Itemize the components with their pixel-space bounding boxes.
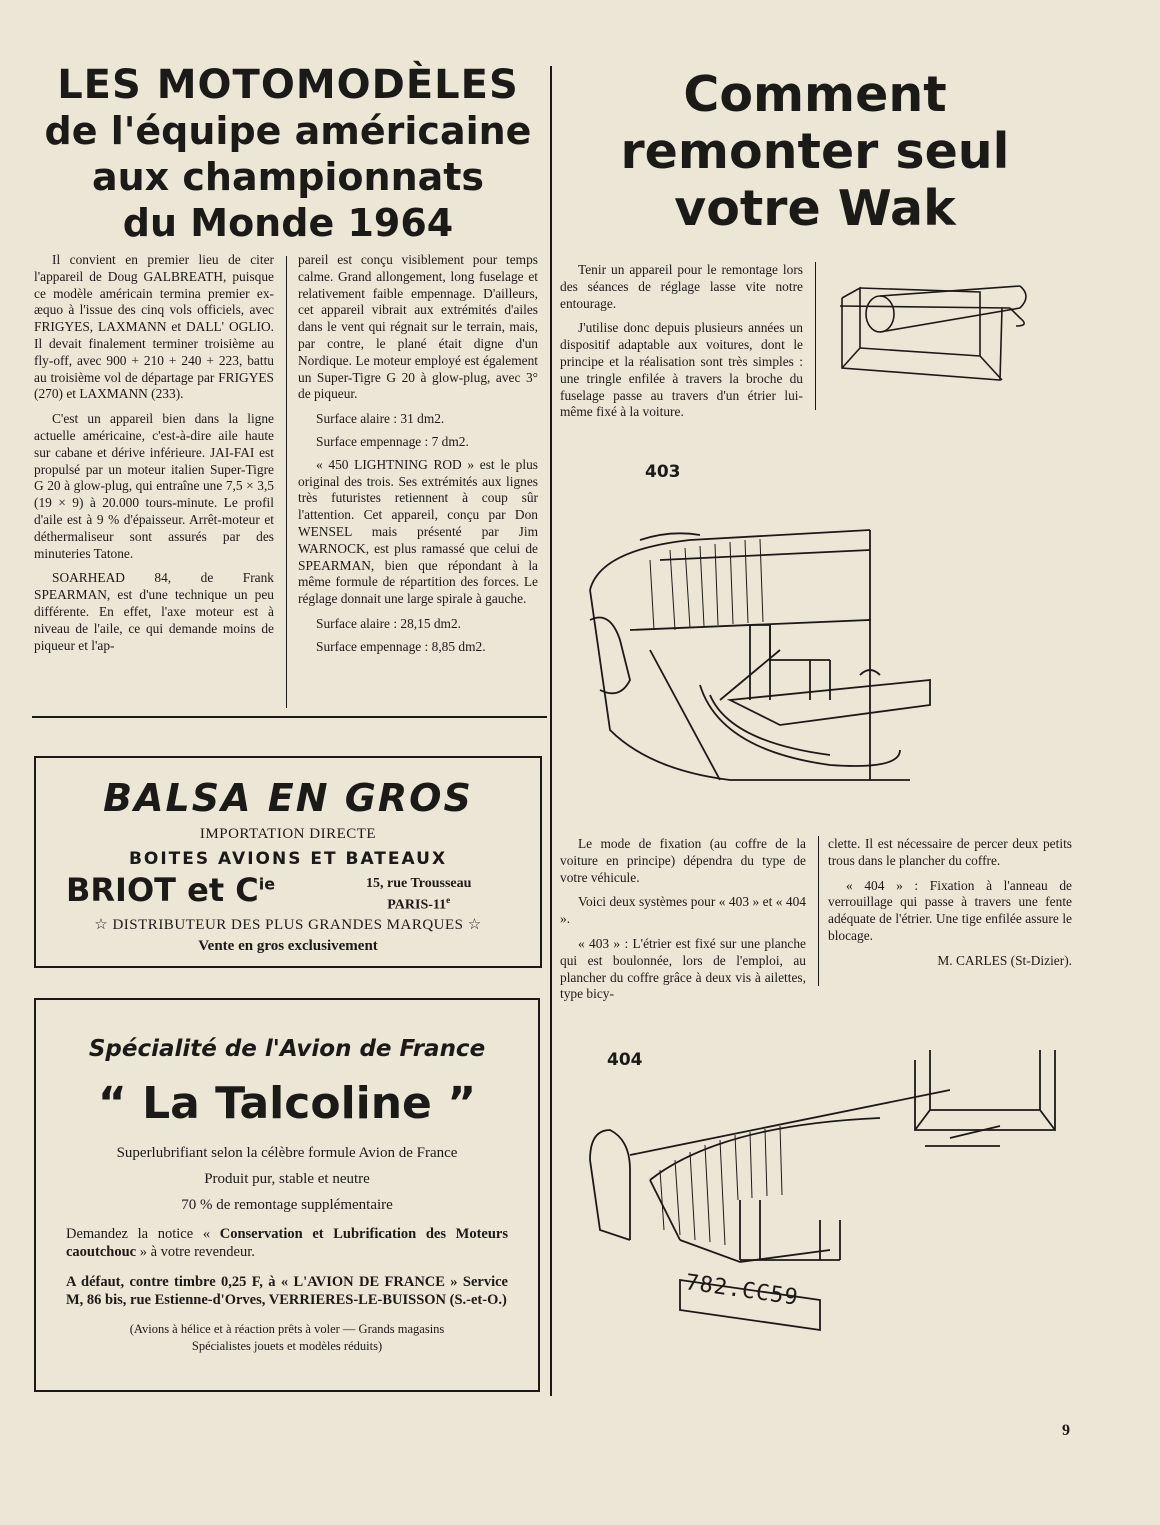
figure-404-label: 404 bbox=[607, 1050, 643, 1070]
measurement: Surface alaire : 31 dm2. bbox=[316, 411, 445, 427]
ad-footer: Spécialistes jouets et modèles réduits) bbox=[191, 1339, 383, 1353]
column-divider-left bbox=[286, 256, 287, 708]
ad-notice: Demandez la notice « Conservation et Lubrification des Moteurs caoutchouc » à votre revendeur. bbox=[66, 1226, 508, 1260]
bottom-col-divider bbox=[818, 836, 819, 986]
title-line: remonter seul bbox=[620, 123, 1010, 180]
paragraph: « 403 » : L'étrier est fixé sur une planche qui est boulonnée, lors de l'emploi, au plancher du coffre grâce à deux vis à ailettes, type bicy- bbox=[560, 935, 806, 1002]
figure-403-label: 403 bbox=[645, 462, 681, 482]
license-plate-text: 782.CC59 bbox=[683, 1270, 801, 1311]
title-line: Comment bbox=[683, 66, 947, 123]
figure-403-car-trunk bbox=[570, 480, 1090, 820]
left-article-title bbox=[28, 62, 548, 246]
measurement: Surface empennage : 7 dm2. bbox=[316, 433, 469, 449]
ad-talcoline bbox=[34, 998, 540, 1392]
right-article-col2 bbox=[828, 836, 1072, 978]
ad-line: Produit pur, stable et neutre bbox=[204, 1171, 370, 1187]
ad-company: BRIOT et $C^{ie}$ bbox=[66, 871, 276, 909]
title-line: aux championnats bbox=[91, 155, 485, 199]
measurement: Surface empennage : 8,85 dm2. bbox=[316, 638, 486, 654]
paragraph: pareil est conçu visiblement pour temps calme. Grand allongement, long fuselage et relativement faible empennage. D'ailleurs, cet appareil vibrait aux extrémités d'ailes dans le vent qui régnait sur le terrain, mais, par contre, le plané était digne d'un Nordique. Le moteur employé est également un Super-Tigre G 20 à glow-plug, avec 3° de piqueur. bbox=[298, 252, 538, 402]
paragraph: Il convient en premier lieu de citer l'appareil de Doug GALBREATH, puisque ce modèle américain termina premier ex-æquo à l'issue des cinq vols officiels, avec FRIGYES, LAXMANN et DALL' OGLIO. Il devait finalement terminer troisième au fly-off, avec 900 + 210 + 240 + 223, battu au troisième vol de départage par FRIGYES (270) et LAXMANN (233). bbox=[34, 252, 274, 402]
paragraph: Le mode de fixation (au coffre de la voiture en principe) dépendra du type de votre véhicule. bbox=[560, 836, 806, 885]
page-divider bbox=[550, 66, 552, 1396]
page-number: 9 bbox=[1062, 1422, 1070, 1439]
paragraph: « 404 » : Fixation à l'anneau de verrouillage qui passe à travers une fente adéquate de l'étrier. Une tige enfilée assure le blocage. bbox=[828, 877, 1072, 943]
paragraph: « 450 LIGHTNING ROD » est le plus original des trois. Ses extrémités aux lignes très futuristes retiennent à coup sûr l'attention. Cet appareil, conçu par Don WENSEL mais présenté par Jim WARNOCK, est plus ramassé que celui de SPEARMAN, bien que répondant à la même formule de répartition des forces. Le réglage donnait une large spirale à gauche. bbox=[298, 456, 538, 607]
ad-order: A défaut, contre timbre 0,25 F, à « L'AVION DE FRANCE » Service M, 86 bis, rue Estienne-d'Orves, VERRIERES-LE-BUISSON (S.-et-O.) bbox=[66, 1274, 508, 1308]
paragraph: clette. Il est nécessaire de percer deux petits trous dans le plancher du coffre. bbox=[828, 836, 1072, 868]
paragraph: J'utilise donc depuis plusieurs années un dispositif adaptable aux voitures, dont le principe et la réalisation sont très simples : une tringle enfilée à travers la broche du fuselage passe au travers d'un étrier lui-même fixé à la voiture. bbox=[560, 320, 803, 420]
right-article-title bbox=[560, 66, 1070, 237]
paragraph: Voici deux systèmes pour « 403 » et « 404 ». bbox=[560, 894, 806, 927]
paragraph: C'est un appareil bien dans la ligne actuelle américaine, c'est-à-dire aile haute sur cabane et dérive inférieure. JAI-FAI est propulsé par un moteur italien Super-Tigre G 20 à glow-plug, qui entraîne une 7,5 × 3,5 (19 × 9) à 20.000 tours-minute. Le profil d'aile est à 9 % d'épaisseur. Arrêt-moteur et déthermaliseur sont assurés par des minuteries Tatone. bbox=[34, 411, 274, 561]
right-article-col1 bbox=[560, 836, 806, 1011]
ad-line: Superlubrifiant selon la célèbre formule Avion de France bbox=[116, 1145, 458, 1161]
intro-divider bbox=[815, 262, 816, 410]
ad-address: 15, rue Trousseau PARIS-11e bbox=[366, 876, 472, 913]
ad-footer: (Avions à hélice et à réaction prêts à voler — Grands magasins bbox=[129, 1322, 445, 1336]
title-line: de l'équipe américaine bbox=[44, 109, 532, 153]
title-line: du Monde 1964 bbox=[122, 201, 454, 245]
ad-line: IMPORTATION DIRECTE bbox=[199, 826, 377, 842]
ad-line: 70 % de remontage supplémentaire bbox=[181, 1197, 393, 1213]
article-divider bbox=[32, 716, 547, 718]
ad-line: BOITES AVIONS ET BATEAUX bbox=[128, 849, 448, 869]
measurement: Surface alaire : 28,15 dm2. bbox=[316, 615, 462, 631]
left-article-col1 bbox=[34, 252, 274, 662]
right-article-intro bbox=[560, 262, 803, 429]
ad-line: Vente en gros exclusivement bbox=[198, 938, 378, 954]
stirrup-sketch bbox=[830, 268, 1040, 418]
left-article-col2 bbox=[298, 252, 538, 662]
title-line: votre Wak bbox=[674, 180, 956, 237]
ad-brand: BALSA EN GROS bbox=[103, 776, 473, 820]
ad-heading: Spécialité de l'Avion de France bbox=[88, 1036, 486, 1062]
title-line: LES MOTOMODÈLES bbox=[57, 62, 519, 108]
signature: M. CARLES (St-Dizier). bbox=[937, 952, 1072, 968]
paragraph: SOARHEAD 84, de Frank SPEARMAN, est d'une technique un peu différente. En effet, l'axe moteur est à niveau de l'aile, ce qui demande moins de piqueur et l'ap- bbox=[34, 570, 274, 653]
ad-balsa bbox=[34, 756, 542, 968]
ad-product: “ La Talcoline ” bbox=[97, 1078, 477, 1129]
paragraph: Tenir un appareil pour le remontage lors des séances de réglage lasse vite notre entourage. bbox=[560, 262, 803, 311]
ad-line: ☆ DISTRIBUTEUR DES PLUS GRANDES MARQUES ☆ bbox=[94, 917, 482, 933]
figure-404-car-trunk bbox=[580, 1030, 1080, 1350]
